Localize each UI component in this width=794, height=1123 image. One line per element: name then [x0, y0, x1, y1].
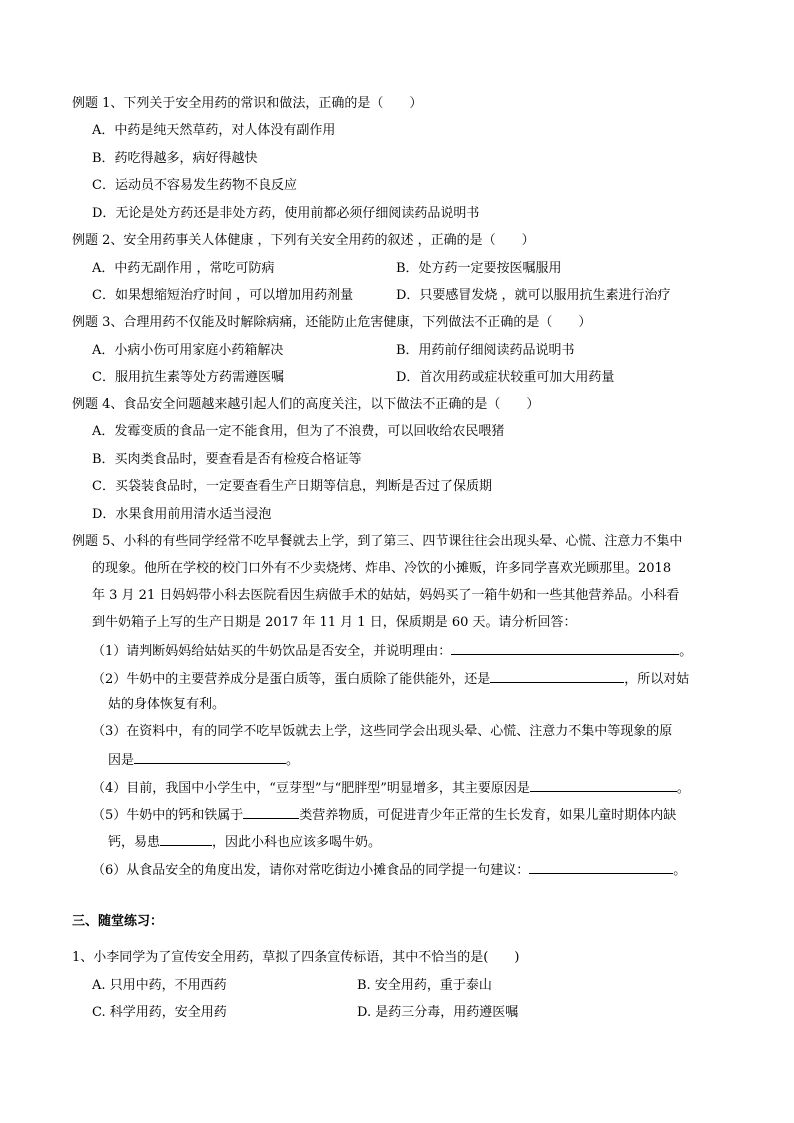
q5-sub5: [92, 806, 676, 824]
q1-option-c: C．运动员不容易发生药物不良反应: [92, 178, 297, 193]
q2-option-b: B．处方药一定要按医嘱服用: [396, 261, 562, 276]
q5-sub2-text-b: ，所以对姑: [624, 672, 690, 687]
answer-blank[interactable]: [134, 751, 286, 764]
q3-title: 例题 3、合理用药不仅能及时解除病痛，还能防止危害健康，下列做法不正确的是（ ）: [72, 315, 592, 330]
q5-line-2: 的现象。他所在学校的校门口外有不少卖烧烤、炸串、冷饮的小摊贩，许多同学喜欢光顾那里。2018: [92, 561, 672, 576]
q5-sub3: （3）在资料中，有的同学不吃早饭就去上学，这些同学会出现头晕、心慌、注意力不集中等现象的原: [92, 724, 673, 739]
section-heading: 三、随堂练习：: [72, 914, 164, 929]
q5-sub1-end: 。: [679, 644, 693, 659]
q5-sub6-end: 。: [673, 863, 687, 878]
q5-sub5-cont: [108, 833, 381, 851]
q5-sub4-text: （4）目前，我国中小学生中，“豆芽型”与“肥胖型”明显增多，其主要原因是: [92, 781, 530, 796]
q3-option-b: B．用药前仔细阅读药品说明书: [396, 343, 575, 358]
q5-sub5-text-a: （5）牛奶中的钙和铁属于: [92, 808, 244, 823]
q5-sub1: [92, 642, 692, 660]
q5-line-1: 例题 5、小科的有些同学经常不吃早餐就去上学，到了第三、四节课往往会出现头晕、心慌、注意力不集中: [72, 534, 683, 549]
q5-sub6-text: （6）从食品安全的角度出发，请你对常吃街边小摊食品的同学提一句建议：: [92, 863, 530, 878]
q4-option-d: D．水果食用前用清水适当浸泡: [92, 507, 272, 522]
q2-option-c: C．如果想缩短治疗时间 ，可以增加用药剂量: [92, 288, 354, 303]
q5-sub2: [92, 670, 689, 688]
answer-blank[interactable]: [451, 642, 679, 655]
q5-sub5-text-b: 类营养物质，可促进青少年正常的生长发育，如果儿童时期体内缺: [299, 808, 677, 823]
practice-q1-title: 1、小李同学为了宣传安全用药，草拟了四条宣传标语，其中不恰当的是( ): [72, 950, 520, 965]
practice-q1-option-a: A. 只用中药，不用西药: [92, 978, 227, 993]
q4-option-b: B．买肉类食品时，要查看是否有检疫合格证等: [92, 452, 362, 467]
q1-title: 例题 1、下列关于安全用药的常识和做法，正确的是（ ）: [72, 96, 423, 111]
answer-blank[interactable]: [529, 861, 673, 874]
q5-sub5-text-c: 钙，易患: [108, 835, 161, 850]
q5-sub4-end: 。: [676, 781, 690, 796]
q5-sub2-cont: 姑的身体恢复有利。: [108, 697, 226, 712]
q1-option-b: B．药吃得越多，病好得越快: [92, 151, 258, 166]
q4-title: 例题 4、食品安全问题越来越引起人们的高度关注，以下做法不正确的是（ ）: [72, 397, 540, 412]
q5-line-3: 年 3 月 21 日妈妈带小科去医院看因生病做手术的姑姑，妈妈买了一箱牛奶和一些其他营养品。小科看: [92, 588, 680, 603]
q5-sub2-text-a: （2）牛奶中的主要营养成分是蛋白质等，蛋白质除了能供能外，还是: [92, 672, 491, 687]
answer-blank[interactable]: [160, 833, 212, 846]
q1-option-d: D．无论是处方药还是非处方药，使用前都必须仔细阅读药品说明书: [92, 206, 480, 221]
q3-option-a: A．小病小伤可用家庭小药箱解决: [92, 343, 284, 358]
practice-q1-option-b: B. 安全用药，重于泰山: [357, 978, 492, 993]
q4-option-a: A．发霉变质的食品一定不能食用，但为了不浪费，可以回收给农民喂猪: [92, 424, 505, 439]
q5-sub3-cont: [108, 751, 299, 769]
q2-title: 例题 2、安全用药事关人体健康 ，下列有关安全用药的叙述 ，正确的是（ ）: [72, 233, 535, 248]
practice-q1-option-d: D. 是药三分毒，用药遵医嘱: [357, 1005, 519, 1020]
q2-option-a: A．中药无副作用 ，常吃可防病: [92, 261, 275, 276]
q5-sub6: [92, 861, 686, 879]
q2-option-d: D．只要感冒发烧 ，就可以服用抗生素进行治疗: [396, 288, 671, 303]
q3-option-c: C．服用抗生素等处方药需遵医嘱: [92, 370, 284, 385]
q5-sub3-end: 。: [286, 753, 300, 768]
q1-option-a: A．中药是纯天然草药，对人体没有副作用: [92, 123, 336, 138]
q5-sub3-text-b: 因是: [108, 753, 135, 768]
practice-q1-option-c: C. 科学用药，安全用药: [92, 1005, 227, 1020]
answer-blank[interactable]: [490, 670, 624, 683]
q5-sub5-text-d: ，因此小科也应该多喝牛奶。: [212, 835, 382, 850]
q5-sub4: [92, 779, 690, 797]
q3-option-d: D．首次用药或症状较重可加大用药量: [396, 370, 615, 385]
q4-option-c: C．买袋装食品时，一定要查看生产日期等信息，判断是否过了保质期: [92, 479, 492, 494]
q5-sub1-text: （1）请判断妈妈给姑姑买的牛奶饮品是否安全，并说明理由：: [92, 644, 452, 659]
answer-blank[interactable]: [243, 806, 299, 819]
answer-blank[interactable]: [530, 779, 677, 792]
q5-line-4: 到牛奶箱子上写的生产日期是 2017 年 11 月 1 日，保质期是 60 天。请分析回答：: [92, 615, 577, 630]
